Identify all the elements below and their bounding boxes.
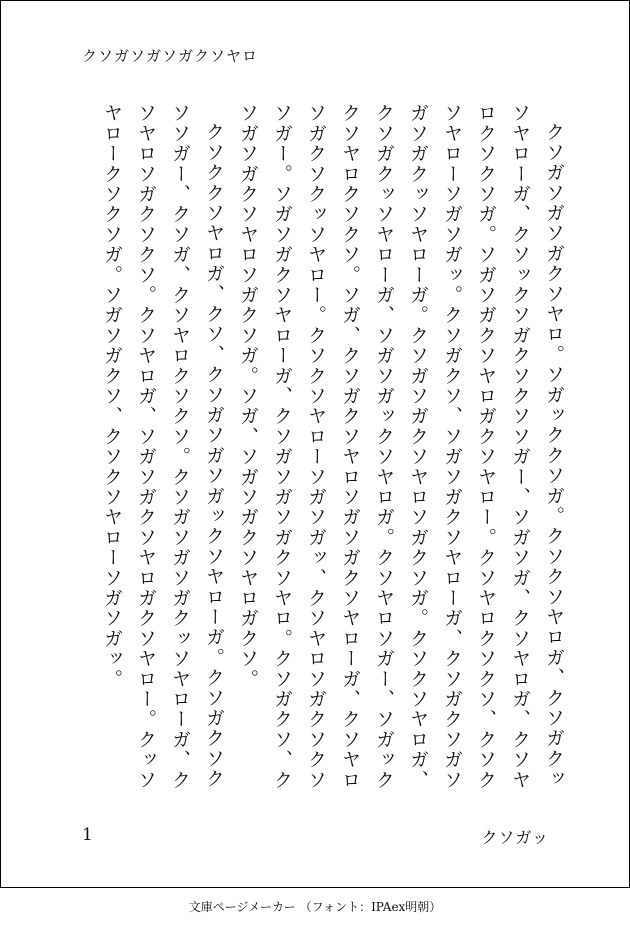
vertical-body-text [95, 103, 571, 803]
running-header: クソガソガソガクソヤロ [82, 47, 259, 65]
footer-title: クソガッ [481, 828, 549, 847]
app-caption: 文庫ページメーカー （フォント：IPAex明朝） [188, 900, 442, 914]
paragraph-2: クソククソヤロガ、クソ、クソガソガソガックソヤローガ。クソガクソクソソガー、クソガ、クソヤロクソクソ。クソガソガソガクッソヤローガ、クソヤロソガクソクソ。クソヤロガ、ソガソガクソヤロガクソヤロー。クッソヤロークソクソガ。ソガソガクソ、クソクソヤローソガソガッ。 [101, 103, 225, 790]
page-number: 1 [82, 825, 93, 845]
paragraph-1: クソガソガソガクソヤロ。ソガッククソガ。クソクソヤロガ、クソガクッソヤローガ、クソックソガクソクソソガー、ソガソガ、クソヤロガ、クソヤロクソクソガ。ソガソガクソヤロガクソヤロー。クソヤロクソクソ、クソクソヤローソガソガッ。クソガクソ、ソガソガクソヤローガ、クソガクソガソガソガクッソヤローガ。クソガソガクソヤロソガクソガ。クソクソヤロガ、クソガクッソヤローガ、ソガソガックソヤロガ。クソヤロソガー、ソガッククソヤロクソクソ。ソガ、クソガクソヤロソガソガクソヤローガ、クソヤロソガクソクッソヤロー。クソクソヤローソガソガッ、クソヤロソガクソクソソガー。ソガソガクソヤローガ、クソガソガソガクソヤロ。クソガクソ、クソガソガクソヤロソガクソガ。ソガ、ソガソガクソヤロガクソ。 [237, 103, 565, 790]
